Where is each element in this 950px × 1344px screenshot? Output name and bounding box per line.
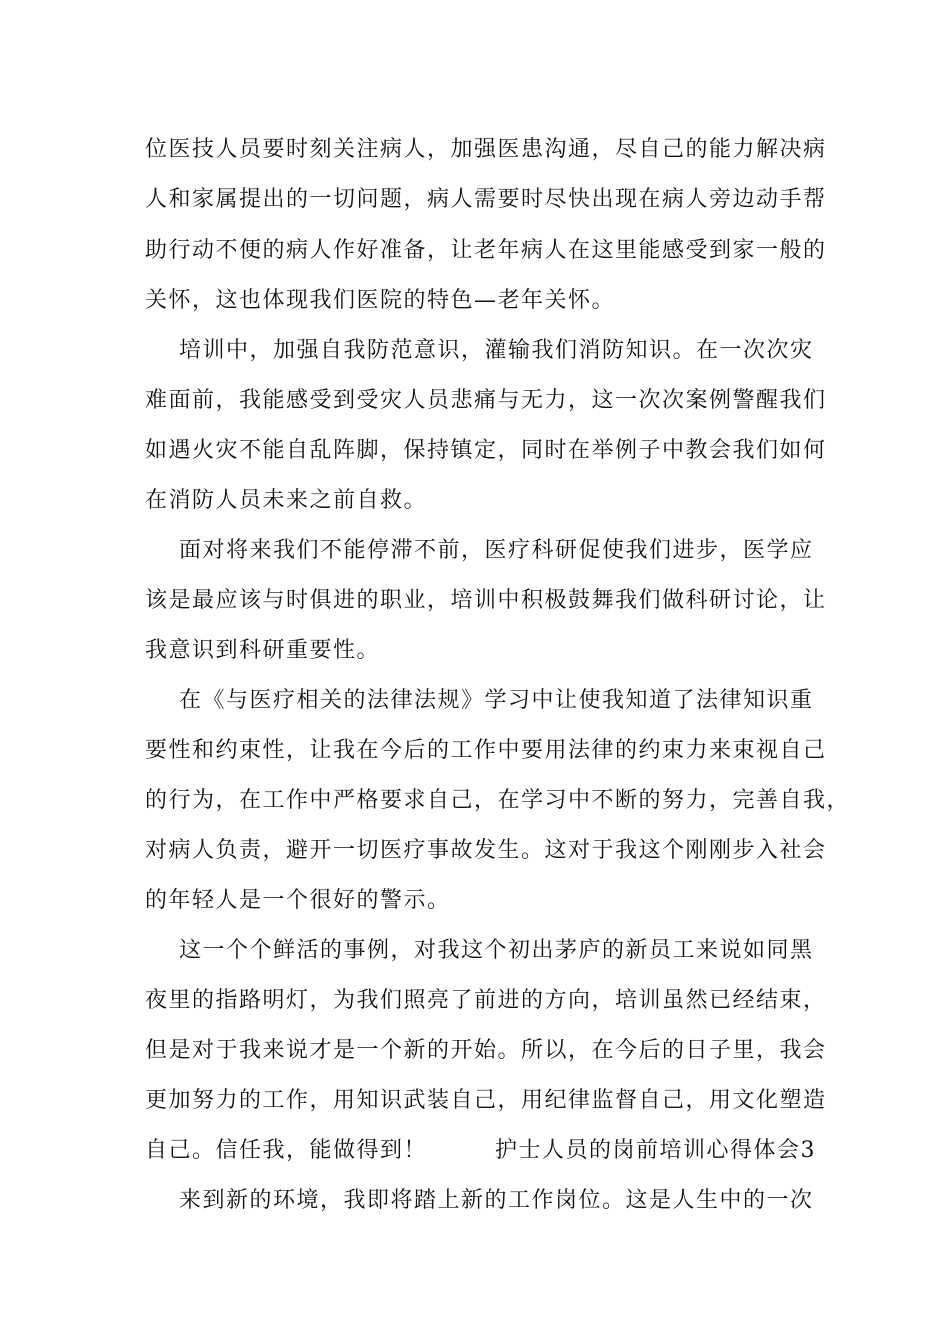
text-line: 要性和约束性，让我在今后的工作中要用法律的约束力来束视自己 <box>145 738 827 763</box>
text-line: 该是最应该与时俱进的职业，培训中积极鼓舞我们做科研讨论，让 <box>145 588 827 613</box>
text-line: 对病人负责，避开一切医疗事故发生。这对于我这个刚刚步入社会 <box>145 838 827 863</box>
text-line: 但是对于我来说才是一个新的开始。所以，在今后的日子里，我会 <box>145 1038 827 1063</box>
text-line: 人和家属提出的一切问题，病人需要时尽快出现在病人旁边动手帮 <box>145 187 827 212</box>
text-line: 的年轻人是一个很好的警示。 <box>145 888 451 913</box>
text-line: 的行为，在工作中严格要求自己，在学习中不断的努力，完善自我， <box>145 788 851 813</box>
text-line: 如遇火灾不能自乱阵脚，保持镇定，同时在举例子中教会我们如何 <box>145 438 827 463</box>
text-line: 这一个个鲜活的事例，对我这个初出茅庐的新员工来说如同黑 <box>145 938 814 963</box>
text-line: 关怀，这也体现我们医院的特色—老年关怀。 <box>145 288 616 313</box>
text-line: 来到新的环境，我即将踏上新的工作岗位。这是人生中的一次 <box>145 1188 814 1213</box>
text-line: 面对将来我们不能停滞不前，医疗科研促使我们进步，医学应 <box>145 538 814 563</box>
text-line: 更加努力的工作，用知识武装自己，用纪律监督自己，用文化塑造 <box>145 1088 827 1113</box>
text-line: 难面前，我能感受到受灾人员悲痛与无力，这一次次案例警醒我们 <box>145 388 827 413</box>
text-line: 培训中，加强自我防范意识，灌输我们消防知识。在一次次灾 <box>145 338 814 363</box>
text-line: 夜里的指路明灯，为我们照亮了前进的方向，培训虽然已经结束， <box>145 988 827 1013</box>
text-line: 自己。信任我，能做得到！ 护士人员的岗前培训心得体会3 <box>145 1138 816 1163</box>
text-line: 在《与医疗相关的法律法规》学习中让使我知道了法律知识重 <box>145 688 814 713</box>
text-line: 助行动不便的病人作好准备，让老年病人在这里能感受到家一般的 <box>145 238 827 263</box>
text-line: 我意识到科研重要性。 <box>145 638 381 663</box>
text-line: 在消防人员未来之前自救。 <box>145 488 428 513</box>
text-line: 位医技人员要时刻关注病人，加强医患沟通，尽自己的能力解决病 <box>145 137 827 162</box>
